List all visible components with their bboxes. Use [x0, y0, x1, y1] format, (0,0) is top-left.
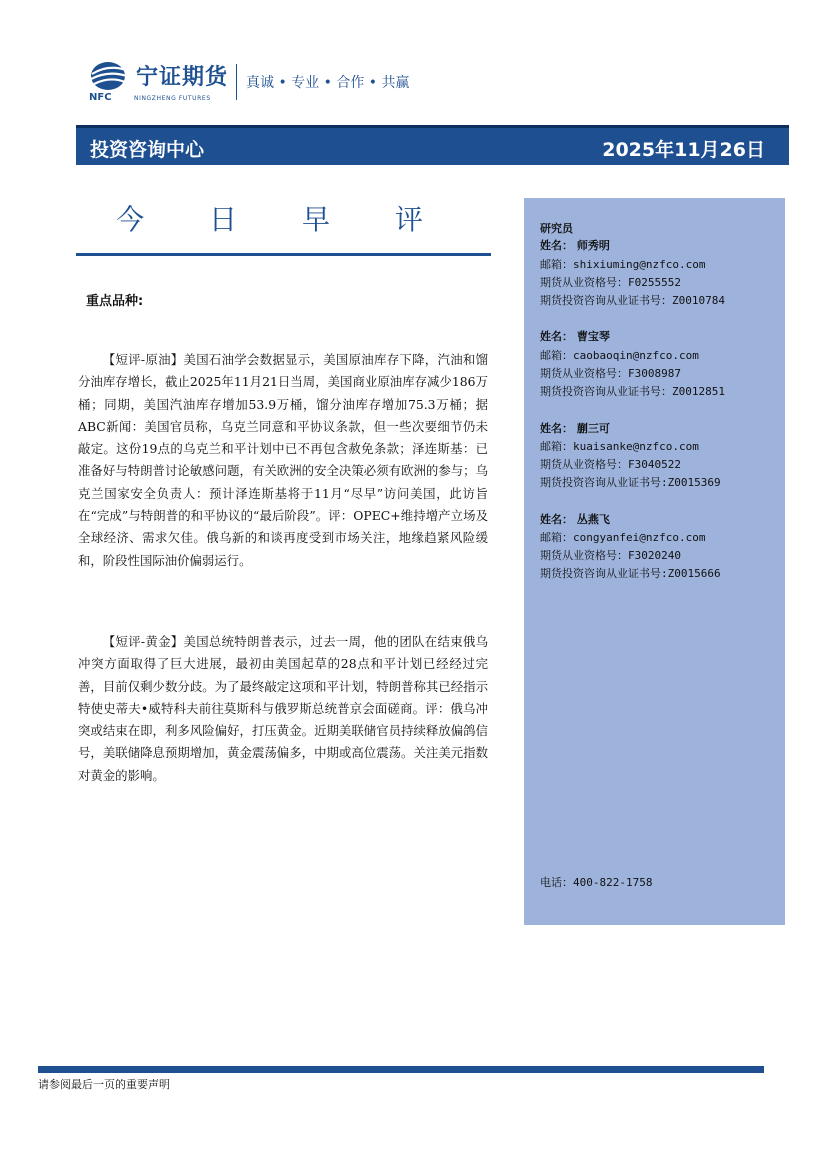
section-label: 重点品种:: [86, 294, 144, 309]
contact-phone: 电话：400-822-1758: [540, 876, 653, 889]
company-logo: [88, 60, 238, 106]
logo-divider: [236, 64, 237, 100]
researcher-advisory-cert: 期货投资咨询从业证书号:Z0015666: [540, 567, 721, 580]
researcher-email: 邮箱：shixiuming@nzfco.com: [540, 258, 706, 271]
slogan: 真诚 • 专业 • 合作 • 共赢: [246, 75, 410, 91]
researcher-email: 邮箱：congyanfei@nzfco.com: [540, 531, 706, 544]
researcher-sidebar: [524, 198, 785, 925]
researcher-license: 期货从业资格号：F3020240: [540, 549, 681, 562]
logo-chinese-name: 宁证期货: [136, 64, 229, 90]
globe-logo-icon: [88, 60, 132, 92]
researcher-name: 姓名： 曹宝琴: [540, 330, 610, 343]
researcher-email: 邮箱：kuaisanke@nzfco.com: [540, 440, 699, 453]
department-name: 投资咨询中心: [90, 139, 205, 161]
disclaimer-notice: 请参阅最后一页的重要声明: [38, 1078, 170, 1091]
researcher-advisory-cert: 期货投资咨询从业证书号：Z0010784: [540, 294, 725, 307]
department-title-bar: [76, 125, 789, 165]
report-date: 2025年11月26日: [602, 139, 765, 161]
page-title: 今 日 早 评: [116, 203, 451, 236]
researcher-name: 姓名： 丛燕飞: [540, 513, 610, 526]
researcher-license: 期货从业资格号：F3040522: [540, 458, 681, 471]
researcher-license: 期货从业资格号：F0255552: [540, 276, 681, 289]
sidebar-heading: 研究员: [540, 222, 573, 235]
crude-oil-commentary: 【短评-原油】美国石油学会数据显示，美国原油库存下降，汽油和馏分油库存增长，截止2025年11月21日当周，美国商业原油库存减少186万桶；同期，美国汽油库存增加53.9万桶，馏分油库存增加75.3万桶；据ABC新闻：美国官员称，乌克兰同意和平协议条款，但一些次要细节仍未敲定。这份19点的乌克兰和平计划中已不再包含赦免条款；泽连斯基：已准备好与特朗普讨论敏感问题，有关欧洲的安全决策必须有欧洲的参与；乌克兰国家安全负责人：预计泽连斯基将于11月“尽早”访问美国，此访旨在“完成”与特朗普的和平协议的“最后阶段”。评：OPEC+维持增产立场及全球经济、需求欠佳。俄乌新的和谈再度受到市场关注，地缘趋紧风险缓和，阶段性国际油价偏弱运行。: [78, 352, 488, 568]
title-underline: [76, 253, 491, 256]
gold-commentary: 【短评-黄金】美国总统特朗普表示，过去一周，他的团队在结束俄乌冲突方面取得了巨大进展，最初由美国起草的28点和平计划已经经过完善，目前仅剩少数分歧。为了最终敲定这项和平计划，特朗普称其已经指示特使史蒂夫•威特科夫前往莫斯科与俄罗斯总统普京会面磋商。评：俄乌冲突或结束在即，利多风险偏好，打压黄金。近期美联储官员持续释放偏鸽信号，美联储降息预期增加，黄金震荡偏多，中期或高位震荡。关注美元指数对黄金的影响。: [78, 634, 488, 783]
researcher-license: 期货从业资格号：F3008987: [540, 367, 681, 380]
footer-rule: [38, 1066, 764, 1073]
researcher-name: 姓名： 蒯三可: [540, 422, 610, 435]
researcher-advisory-cert: 期货投资咨询从业证书号:Z0015369: [540, 476, 721, 489]
researcher-email: 邮箱：caobaoqin@nzfco.com: [540, 349, 699, 362]
researcher-name: 姓名： 师秀明: [540, 239, 610, 252]
logo-abbreviation: NFC: [89, 92, 112, 103]
logo-english-name: NINGZHENG FUTURES: [134, 95, 211, 102]
researcher-advisory-cert: 期货投资咨询从业证书号：Z0012851: [540, 385, 725, 398]
